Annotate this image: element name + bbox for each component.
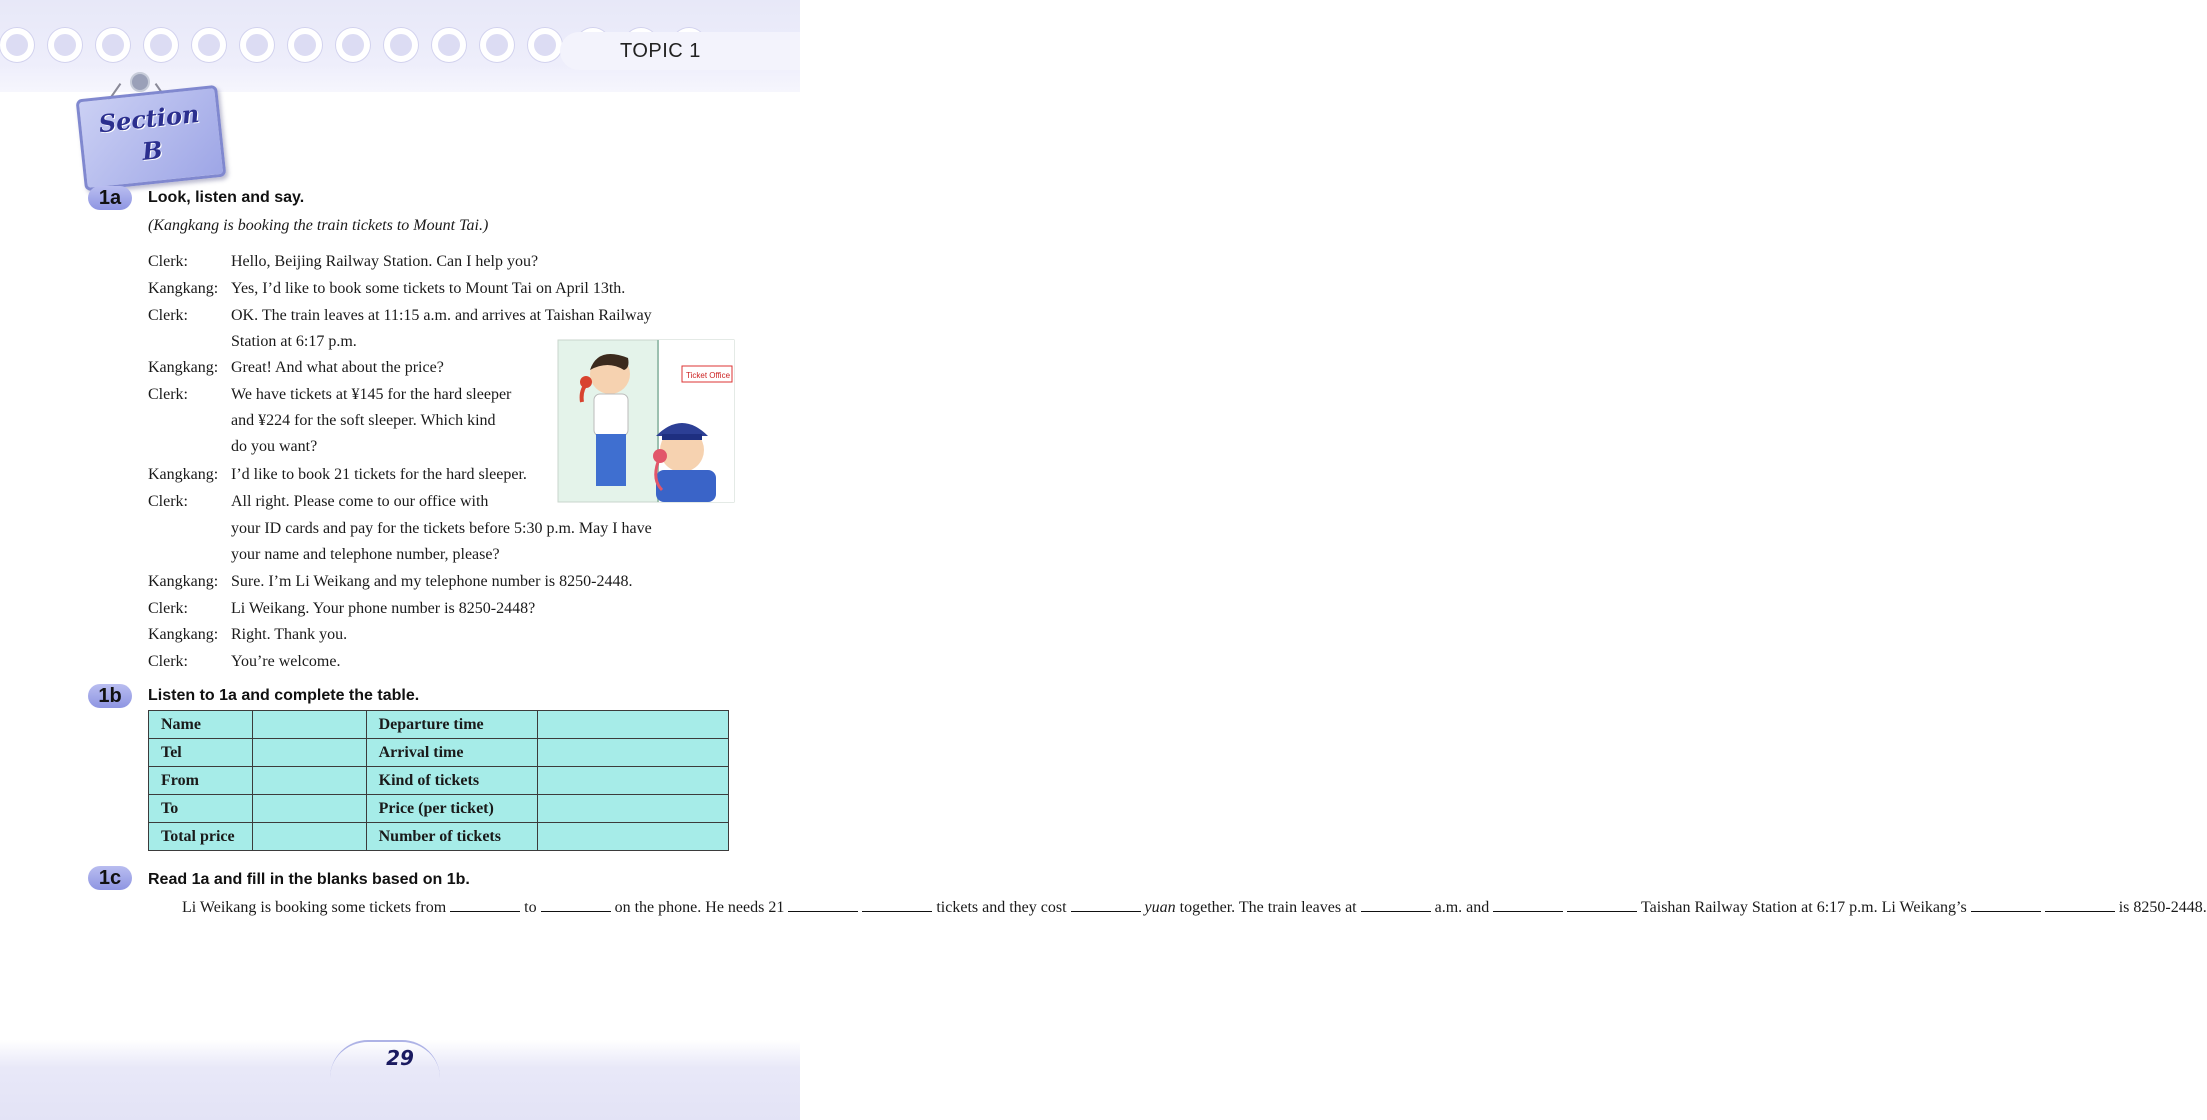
dialogue-text: do you want?: [231, 438, 318, 455]
heading-1b: Listen to 1a and complete the table.: [148, 687, 420, 704]
blank-6[interactable]: [1361, 897, 1431, 912]
row-label: Tel: [149, 739, 253, 767]
answer-cell[interactable]: [538, 795, 729, 823]
speaker-label: Kangkang:: [148, 626, 219, 643]
answer-cell[interactable]: [252, 767, 366, 795]
speaker-label: Clerk:: [148, 653, 188, 670]
row-label: Number of tickets: [366, 823, 538, 851]
blank-8[interactable]: [1567, 897, 1637, 912]
blank-7[interactable]: [1493, 897, 1563, 912]
cloze-text-2: to: [524, 899, 537, 916]
row-label: Name: [149, 711, 253, 739]
table-row: [149, 795, 729, 823]
dialogue-text: Li Weikang. Your phone number is 8250-2448?: [231, 600, 536, 617]
dialogue-text: I’d like to book 21 tickets for the hard sleeper.: [231, 466, 527, 483]
cloze-text-5: yuan: [1144, 899, 1176, 916]
table-row: [149, 711, 729, 739]
cloze-text-1: Li Weikang is booking some tickets from: [182, 899, 447, 916]
heading-1c: Read 1a and fill in the blanks based on 1b.: [148, 871, 470, 888]
dialogue-text: Station at 6:17 p.m.: [231, 333, 357, 350]
page-number: 29: [386, 1046, 414, 1070]
dialogue-text: your ID cards and pay for the tickets before 5:30 p.m. May I have: [231, 520, 652, 537]
cloze-text-4: tickets and they cost: [936, 899, 1067, 916]
row-label: To: [149, 795, 253, 823]
dialogue-text: All right. Please come to our office with: [231, 493, 489, 510]
speaker-label: Kangkang:: [148, 573, 219, 590]
dialogue-text: Yes, I’d like to book some tickets to Mount Tai on April 13th.: [231, 280, 626, 297]
badge-1b: 1b: [88, 684, 132, 708]
cloze-text-3: on the phone. He needs 21: [614, 899, 785, 916]
table-row: [149, 739, 729, 767]
nail-icon: [130, 72, 150, 92]
answer-cell[interactable]: [538, 767, 729, 795]
dialogue-text: Sure. I’m Li Weikang and my telephone number is 8250-2448.: [231, 573, 633, 590]
cloze-text-7: a.m. and: [1434, 899, 1490, 916]
blank-3[interactable]: [788, 897, 858, 912]
blank-1[interactable]: [450, 897, 520, 912]
table-row: [149, 823, 729, 851]
dialogue-text: Great! And what about the price?: [231, 359, 444, 376]
speaker-label: Clerk:: [148, 493, 188, 510]
ticket-office-sign: Ticket Office: [686, 371, 731, 380]
answer-cell[interactable]: [252, 823, 366, 851]
dialogue-text: Right. Thank you.: [231, 626, 348, 643]
cloze-text-6: together. The train leaves at: [1179, 899, 1357, 916]
speaker-label: Clerk:: [148, 600, 188, 617]
cloze-text-8: Taishan Railway Station at 6:17 p.m. Li Weikang’s: [1640, 899, 1967, 916]
blank-10[interactable]: [2045, 897, 2115, 912]
blank-4[interactable]: [862, 897, 932, 912]
blank-9[interactable]: [1971, 897, 2041, 912]
section-word: Section: [97, 98, 201, 139]
badge-1c: 1c: [88, 866, 132, 890]
row-label: Departure time: [366, 711, 538, 739]
blank-2[interactable]: [541, 897, 611, 912]
dialogue-text: You’re welcome.: [231, 653, 341, 670]
table-row: [149, 767, 729, 795]
dialogue-text: Hello, Beijing Railway Station. Can I help you?: [231, 253, 539, 270]
section-sign: [76, 85, 227, 191]
row-label: Total price: [149, 823, 253, 851]
badge-1a: 1a: [88, 186, 132, 210]
answer-cell[interactable]: [252, 739, 366, 767]
heading-1a: Look, listen and say.: [148, 189, 305, 206]
info-table: [148, 710, 729, 851]
phone-call-illustration: [558, 340, 734, 502]
speaker-label: Kangkang:: [148, 466, 219, 483]
answer-cell[interactable]: [252, 795, 366, 823]
speaker-label: Clerk:: [148, 386, 188, 403]
answer-cell[interactable]: [252, 711, 366, 739]
row-label: Price (per ticket): [366, 795, 538, 823]
speaker-label: Clerk:: [148, 307, 188, 324]
dialogue-text: We have tickets at ¥145 for the hard sleeper: [231, 386, 512, 403]
speaker-label: Clerk:: [148, 253, 188, 270]
intro-1a: (Kangkang is booking the train tickets to Mount Tai.): [148, 217, 489, 234]
speaker-label: Kangkang:: [148, 280, 219, 297]
dialogue-text: your name and telephone number, please?: [231, 546, 500, 563]
dialogue-text: and ¥224 for the soft sleeper. Which kind: [231, 412, 496, 429]
cloze-paragraph: [148, 894, 2207, 921]
speaker-label: Kangkang:: [148, 359, 219, 376]
answer-cell[interactable]: [538, 739, 729, 767]
row-label: From: [149, 767, 253, 795]
row-label: Arrival time: [366, 739, 538, 767]
answer-cell[interactable]: [538, 711, 729, 739]
dialogue-text: OK. The train leaves at 11:15 a.m. and arrives at Taishan Railway: [231, 307, 652, 324]
answer-cell[interactable]: [538, 823, 729, 851]
cloze-text-9: is 8250-2448.: [2118, 899, 2207, 916]
blank-5[interactable]: [1071, 897, 1141, 912]
row-label: Kind of tickets: [366, 767, 538, 795]
section-letter: B: [140, 134, 164, 166]
topic-label: TOPIC 1: [620, 40, 701, 62]
